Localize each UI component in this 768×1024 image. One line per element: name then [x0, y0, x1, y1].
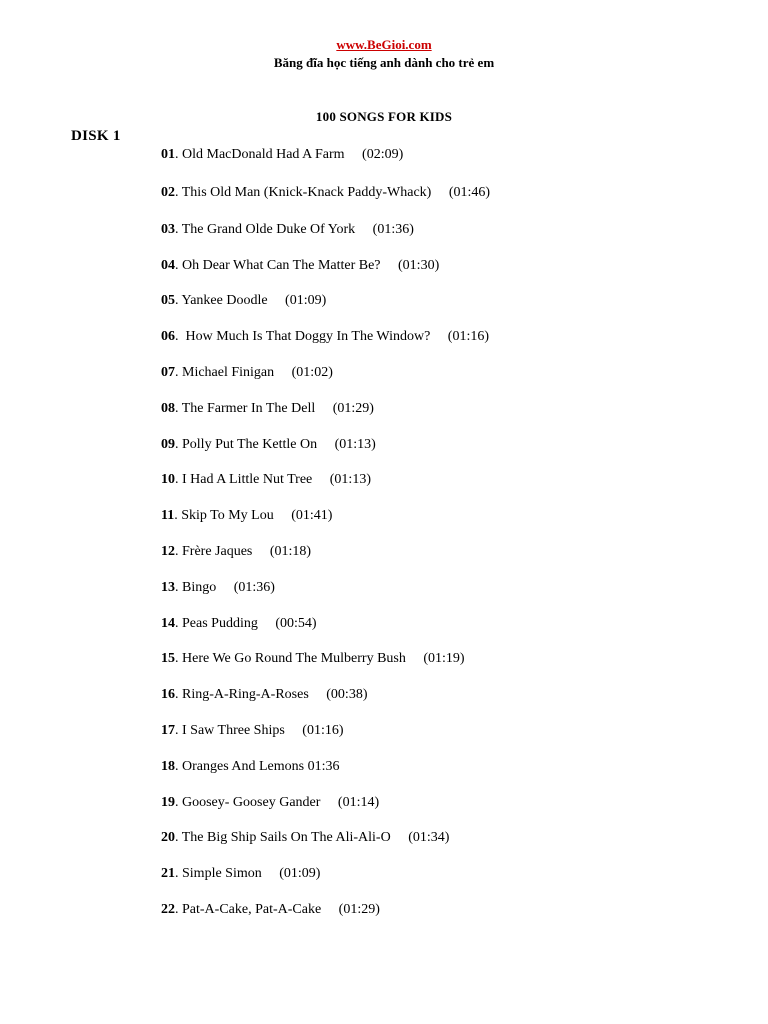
song-number: 17 — [161, 722, 175, 738]
song-number-separator: . — [175, 794, 179, 810]
song-number: 19 — [161, 794, 175, 810]
song-number-separator: . — [175, 866, 179, 882]
song-number-separator: . — [175, 472, 179, 488]
song-title: I Saw Three Ships (01:16) — [178, 722, 344, 738]
song-title: Old MacDonald Had A Farm (02:09) — [178, 147, 404, 162]
song-number-separator: . — [175, 436, 179, 452]
song-number: 07 — [161, 364, 175, 380]
list-item — [161, 146, 490, 182]
list-item — [161, 543, 490, 579]
song-number-separator: . — [175, 221, 179, 237]
song-number-separator: . — [174, 508, 178, 524]
list-item — [161, 650, 490, 686]
list-item — [161, 364, 490, 400]
song-number-separator: . — [175, 722, 179, 738]
list-item — [161, 182, 490, 221]
song-number-separator: . — [175, 364, 179, 380]
song-number-separator: . — [175, 543, 179, 559]
song-number: 21 — [161, 866, 175, 882]
song-title: Ring-A-Ring-A-Roses (00:38) — [178, 687, 368, 703]
site-link[interactable]: www.BeGioi.com — [336, 37, 432, 52]
list-item — [161, 507, 490, 543]
page-subtitle: Băng đĩa học tiếng anh dành cho trẻ em — [273, 55, 495, 70]
song-number: 11 — [161, 508, 175, 524]
song-title: Simple Simon (01:09) — [178, 866, 321, 882]
song-number-separator: . — [175, 758, 179, 774]
song-number: 14 — [161, 615, 175, 631]
list-item — [161, 221, 490, 257]
song-title: Oh Dear What Can The Matter Be? (01:30) — [178, 257, 440, 273]
list-item — [161, 758, 490, 794]
song-title: The Big Ship Sails On The Ali-Ali-O (01:34) — [178, 830, 450, 846]
song-number: 22 — [161, 901, 175, 917]
list-item — [161, 257, 490, 293]
list-item — [161, 579, 490, 615]
list-item — [161, 722, 490, 758]
song-number-separator: . — [175, 830, 179, 846]
song-number-separator: . — [175, 184, 179, 200]
song-number: 02 — [161, 184, 175, 200]
song-number-separator: . — [175, 651, 179, 667]
song-number: 06 — [161, 329, 175, 345]
song-title: The Farmer In The Dell (01:29) — [178, 400, 374, 416]
list-item — [161, 794, 490, 830]
song-title: Peas Pudding (00:54) — [178, 615, 317, 631]
song-title: Bingo (01:36) — [178, 579, 275, 595]
song-number: 20 — [161, 830, 175, 846]
disk-label: DISK 1 — [71, 128, 121, 144]
song-number-separator: . — [175, 400, 179, 416]
song-number-separator: . — [175, 147, 179, 162]
song-number-separator: . — [175, 257, 179, 273]
song-list — [161, 146, 490, 937]
song-title: Michael Finigan (01:02) — [178, 364, 333, 380]
song-title: Skip To My Lou (01:41) — [177, 508, 333, 524]
song-title: Here We Go Round The Mulberry Bush (01:19) — [178, 651, 465, 667]
list-item — [161, 400, 490, 436]
song-title: I Had A Little Nut Tree (01:13) — [178, 472, 371, 488]
song-number: 10 — [161, 472, 175, 488]
list-item — [161, 686, 490, 722]
song-number: 03 — [161, 221, 175, 237]
list-item — [161, 292, 490, 328]
list-item — [161, 436, 490, 472]
list-item — [161, 829, 490, 865]
list-item — [161, 615, 490, 651]
song-number-separator: . — [175, 329, 179, 345]
page-title: 100 SONGS FOR KIDS — [315, 109, 453, 124]
song-number: 16 — [161, 687, 175, 703]
song-title: This Old Man (Knick-Knack Paddy-Whack) (01:46) — [178, 184, 491, 200]
song-number: 09 — [161, 436, 175, 452]
song-title: Goosey- Goosey Gander (01:14) — [178, 794, 380, 810]
song-number-separator: . — [175, 293, 179, 309]
song-number: 04 — [161, 257, 175, 273]
song-number-separator: . — [175, 687, 179, 703]
list-item — [161, 865, 490, 901]
song-number: 12 — [161, 543, 175, 559]
song-number-separator: . — [175, 579, 179, 595]
list-item — [161, 901, 490, 937]
song-number: 01 — [161, 147, 175, 162]
song-number: 13 — [161, 579, 175, 595]
song-title: How Much Is That Doggy In The Window? (01:16) — [178, 329, 490, 345]
song-title: The Grand Olde Duke Of York (01:36) — [178, 221, 414, 237]
song-number-separator: . — [175, 901, 179, 917]
song-title: Frère Jaques (01:18) — [178, 543, 312, 559]
song-number-separator: . — [175, 615, 179, 631]
song-number: 15 — [161, 651, 175, 667]
list-item — [161, 328, 490, 364]
song-title: Oranges And Lemons 01:36 — [178, 758, 340, 774]
song-title: Yankee Doodle (01:09) — [178, 293, 327, 309]
list-item — [161, 471, 490, 507]
song-number: 05 — [161, 293, 175, 309]
song-number: 18 — [161, 758, 175, 774]
song-title: Polly Put The Kettle On (01:13) — [178, 436, 376, 452]
song-number: 08 — [161, 400, 175, 416]
song-title: Pat-A-Cake, Pat-A-Cake (01:29) — [178, 901, 380, 917]
